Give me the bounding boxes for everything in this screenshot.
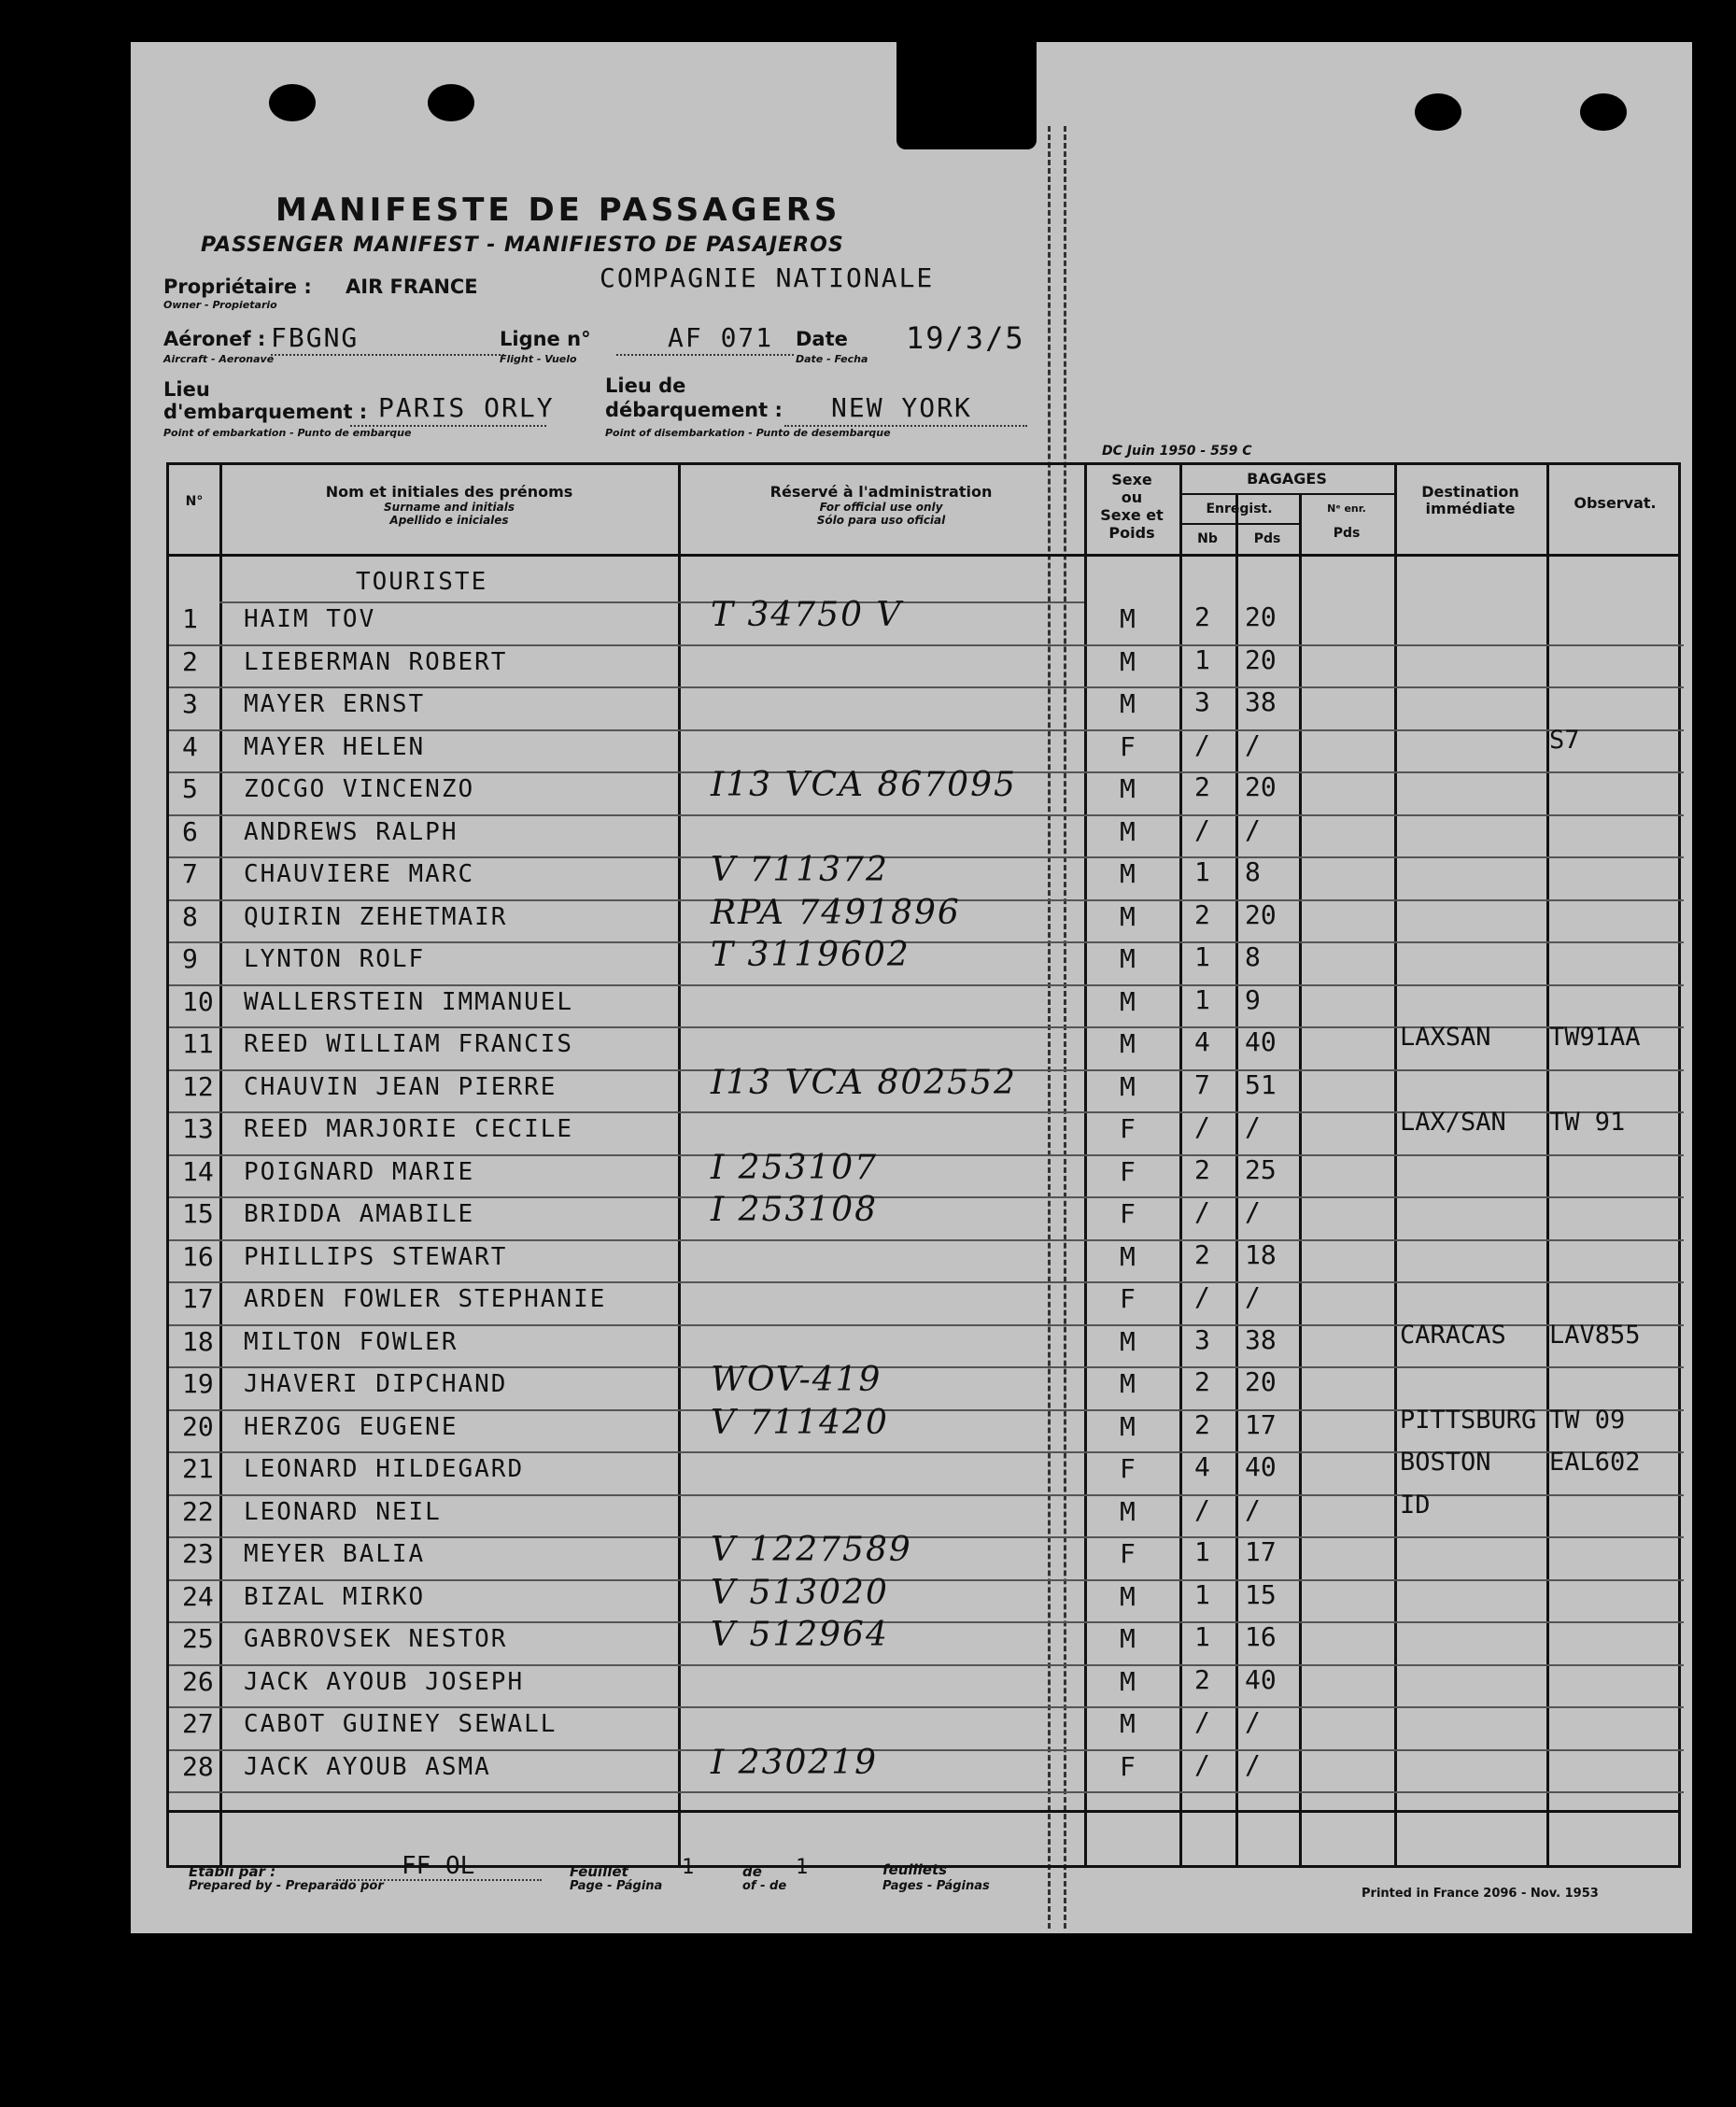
col-name — [225, 484, 673, 527]
bag-count: / — [1194, 813, 1210, 845]
destination: LAX/SAN — [1400, 1108, 1506, 1137]
row-number: 11 — [182, 1028, 214, 1059]
owner-typed: COMPAGNIE NATIONALE — [600, 262, 935, 293]
disembark-value: NEW YORK — [831, 392, 972, 423]
col-name-en: Surname and initials — [384, 501, 515, 514]
row-number: 7 — [182, 858, 198, 889]
bag-weight: 20 — [1245, 601, 1277, 632]
of-value: 1 — [796, 1856, 809, 1879]
sex-value: M — [1120, 688, 1136, 719]
bag-count: / — [1194, 1493, 1210, 1525]
admin-reference: RPA 7491896 — [711, 893, 961, 932]
disembark-label-2: débarquement : — [605, 399, 783, 421]
admin-reference: WOV-419 — [711, 1361, 882, 1399]
owner-value: AIR FRANCE — [346, 276, 478, 298]
sheet-value: 1 — [682, 1856, 695, 1879]
prepared-sub: Prepared by - Preparado por — [189, 1879, 384, 1893]
bag-count: 1 — [1194, 1578, 1210, 1610]
embark-value: PARIS ORLY — [378, 392, 555, 423]
admin-reference: V 711372 — [711, 851, 889, 889]
row-rule — [169, 814, 1684, 816]
admin-reference: V 711420 — [711, 1403, 889, 1442]
row-number: 23 — [182, 1538, 214, 1569]
col-dest — [1394, 484, 1546, 517]
bag-count: / — [1194, 1196, 1210, 1227]
passenger-name: LEONARD NEIL — [244, 1497, 442, 1526]
admin-reference: V 512964 — [711, 1616, 889, 1654]
bag-count: 2 — [1194, 1153, 1210, 1185]
punch-hole — [428, 84, 474, 121]
row-rule — [169, 644, 1684, 646]
col-no: N° — [185, 494, 204, 509]
passenger-table — [166, 462, 1681, 1868]
form-title: MANIFESTE DE PASSAGERS — [275, 191, 841, 229]
row-rule — [169, 1621, 1684, 1623]
sex-value: M — [1120, 943, 1136, 974]
row-number: 10 — [182, 985, 214, 1017]
row-number: 28 — [182, 1750, 214, 1782]
bag-weight: 9 — [1245, 983, 1261, 1015]
observation: TW 91 — [1549, 1108, 1626, 1137]
col-obs: Observat. — [1574, 494, 1657, 512]
bag-weight: / — [1245, 813, 1261, 845]
col-excess-2: Pds — [1333, 526, 1361, 541]
passenger-name: ANDREWS RALPH — [244, 817, 459, 846]
sex-value: M — [1120, 603, 1136, 634]
passenger-name: LEONARD HILDEGARD — [244, 1455, 525, 1483]
sex-value: M — [1120, 1410, 1136, 1442]
passenger-name: HERZOG EUGENE — [244, 1412, 459, 1441]
row-number: 6 — [182, 815, 198, 847]
row-rule — [169, 856, 1684, 858]
sex-value: M — [1120, 815, 1136, 847]
row-number: 22 — [182, 1495, 214, 1527]
binding-tab — [896, 33, 1037, 149]
admin-reference: T 3119602 — [711, 936, 910, 974]
bag-weight: 20 — [1245, 1366, 1277, 1397]
passenger-name: GABROVSEK NESTOR — [244, 1625, 508, 1653]
observation: S7 — [1549, 725, 1580, 755]
row-rule — [169, 686, 1684, 688]
bag-weight: 40 — [1245, 1451, 1277, 1482]
bag-weight: / — [1245, 728, 1261, 760]
date-value: 19/3/5 — [906, 320, 1025, 356]
col-sex — [1084, 471, 1179, 542]
passenger-name: MAYER ERNST — [244, 690, 426, 718]
col-name-fr: Nom et initiales des prénoms — [325, 483, 573, 501]
prepared-label: Etabli par : — [189, 1863, 276, 1880]
passenger-name: CHAUVIERE MARC — [244, 860, 475, 888]
bag-count: 2 — [1194, 601, 1210, 632]
punch-hole — [1415, 93, 1461, 131]
sex-value: M — [1120, 773, 1136, 804]
row-number: 24 — [182, 1580, 214, 1612]
sheets-label: feuillets — [882, 1861, 948, 1878]
sex-value: M — [1120, 1495, 1136, 1527]
sex-value: F — [1120, 1198, 1136, 1229]
row-rule — [169, 1706, 1684, 1708]
bag-count: 1 — [1194, 1621, 1210, 1652]
admin-reference: I 230219 — [711, 1743, 879, 1782]
row-rule — [169, 1154, 1684, 1156]
bag-weight: 20 — [1245, 898, 1277, 930]
admin-reference: I 253108 — [711, 1191, 879, 1229]
bag-weight: 16 — [1245, 1621, 1277, 1652]
sex-value: F — [1120, 1453, 1136, 1484]
form-subtitle: PASSENGER MANIFEST - MANIFIESTO DE PASAJEROS — [201, 233, 844, 257]
passenger-name: CABOT GUINEY SEWALL — [244, 1710, 557, 1738]
row-rule — [169, 1196, 1684, 1198]
sex-value: M — [1120, 1665, 1136, 1697]
row-number: 9 — [182, 943, 198, 974]
bag-weight: 40 — [1245, 1663, 1277, 1695]
row-number: 25 — [182, 1623, 214, 1654]
owner-label: Propriétaire : — [163, 276, 312, 298]
passenger-name: JACK AYOUB JOSEPH — [244, 1667, 525, 1696]
date-sub: Date - Fecha — [796, 353, 868, 365]
prepared-value: FF OL — [402, 1852, 475, 1880]
flight-label: Ligne n° — [500, 328, 591, 350]
col-admin-es: Sólo para uso oficial — [816, 514, 946, 527]
passenger-name: BRIDDA AMABILE — [244, 1200, 475, 1228]
bag-count: 2 — [1194, 1408, 1210, 1440]
passenger-name: BIZAL MIRKO — [244, 1582, 426, 1611]
admin-reference: I13 VCA 802552 — [711, 1063, 1017, 1102]
bag-weight: 18 — [1245, 1238, 1277, 1270]
passenger-name: HAIM TOV — [244, 605, 376, 633]
admin-reference: I 253107 — [711, 1148, 879, 1187]
col-admin-fr: Réservé à l'administration — [769, 483, 993, 501]
aircraft-sub: Aircraft - Aeronave — [163, 353, 275, 365]
aircraft-value: FBGNG — [271, 322, 360, 353]
bag-weight: / — [1245, 1281, 1261, 1312]
passenger-name: ZOCGO VINCENZO — [244, 775, 475, 803]
row-rule — [169, 1791, 1684, 1793]
admin-reference: I13 VCA 867095 — [711, 766, 1017, 804]
sex-value: M — [1120, 1368, 1136, 1399]
observation: LAV855 — [1549, 1320, 1641, 1350]
row-rule — [169, 1281, 1684, 1283]
sex-value: F — [1120, 1155, 1136, 1187]
row-number: 14 — [182, 1155, 214, 1187]
row-number: 17 — [182, 1283, 214, 1314]
sex-value: F — [1120, 1538, 1136, 1569]
row-number: 18 — [182, 1325, 214, 1357]
flight-value: AF 071 — [668, 322, 774, 353]
passenger-name: CHAUVIN JEAN PIERRE — [244, 1072, 557, 1101]
col-sex-3: Sexe et — [1100, 506, 1164, 524]
punch-hole — [269, 84, 316, 121]
manifest-sheet — [131, 42, 1692, 1933]
row-rule — [169, 984, 1684, 986]
bag-count: 2 — [1194, 1663, 1210, 1695]
bag-weight: 8 — [1245, 856, 1261, 887]
punch-hole — [1580, 93, 1627, 131]
passenger-name: REED MARJORIE CECILE — [244, 1115, 574, 1143]
row-number: 20 — [182, 1410, 214, 1442]
disembark-label-1: Lieu de — [605, 375, 686, 397]
bag-weight: 51 — [1245, 1068, 1277, 1100]
col-dest-1: Destination — [1421, 483, 1519, 501]
col-admin-en: For official use only — [819, 501, 943, 514]
bag-weight: 17 — [1245, 1536, 1277, 1567]
disembark-sub: Point of disembarkation - Punto de desembarque — [605, 427, 891, 439]
row-rule — [169, 1579, 1684, 1581]
sheets-sub: Pages - Páginas — [882, 1879, 990, 1893]
bag-count: 1 — [1194, 1536, 1210, 1567]
sex-value: M — [1120, 1623, 1136, 1654]
bag-weight: 20 — [1245, 643, 1277, 675]
bag-weight: 25 — [1245, 1153, 1277, 1185]
of-sub: of - de — [742, 1879, 787, 1893]
passenger-name: PHILLIPS STEWART — [244, 1242, 508, 1271]
bag-count: / — [1194, 1748, 1210, 1780]
row-number: 13 — [182, 1113, 214, 1144]
passenger-name: QUIRIN ZEHETMAIR — [244, 902, 508, 931]
bag-count: 1 — [1194, 643, 1210, 675]
observation: TW 09 — [1549, 1405, 1626, 1435]
passenger-name: WALLERSTEIN IMMANUEL — [244, 987, 574, 1016]
passenger-name: MILTON FOWLER — [244, 1327, 459, 1356]
admin-reference: V 1227589 — [711, 1531, 912, 1569]
col-dest-2: immédiate — [1425, 500, 1516, 517]
bag-count: / — [1194, 728, 1210, 760]
sheet-sub: Page - Página — [570, 1879, 663, 1893]
sex-value: M — [1120, 858, 1136, 889]
sex-value: M — [1120, 900, 1136, 932]
col-sex-1: Sexe — [1111, 471, 1152, 488]
admin-reference: T 34750 V — [711, 596, 903, 634]
col-excess — [1299, 501, 1394, 542]
bag-weight: / — [1245, 1196, 1261, 1227]
row-number: 4 — [182, 730, 198, 762]
col-nb: Nb — [1197, 531, 1218, 546]
destination: PITTSBURG — [1400, 1405, 1537, 1435]
bag-weight: 38 — [1245, 686, 1277, 717]
passenger-name: POIGNARD MARIE — [244, 1157, 475, 1186]
flight-sub: Flight - Vuelo — [500, 353, 577, 365]
bag-count: 2 — [1194, 898, 1210, 930]
row-number: 16 — [182, 1240, 214, 1272]
bag-count: 7 — [1194, 1068, 1210, 1100]
admin-reference: V 513020 — [711, 1573, 889, 1612]
bag-count: 2 — [1194, 1366, 1210, 1397]
row-number: 3 — [182, 688, 198, 719]
form-code: DC Juin 1950 - 559 C — [1102, 444, 1252, 459]
row-rule — [169, 729, 1684, 731]
of-label: de — [742, 1863, 762, 1880]
sex-value: F — [1120, 1283, 1136, 1314]
bag-weight: 40 — [1245, 1026, 1277, 1057]
bag-weight: / — [1245, 1493, 1261, 1525]
bag-count: / — [1194, 1706, 1210, 1737]
bag-count: 2 — [1194, 1238, 1210, 1270]
bag-count: / — [1194, 1281, 1210, 1312]
row-rule — [169, 1366, 1684, 1368]
passenger-name: REED WILLIAM FRANCIS — [244, 1030, 574, 1058]
destination: CARACAS — [1400, 1320, 1506, 1350]
sex-value: M — [1120, 1708, 1136, 1739]
date-label: Date — [796, 328, 848, 350]
sex-value: F — [1120, 1750, 1136, 1782]
row-number: 2 — [182, 645, 198, 677]
bag-count: 4 — [1194, 1026, 1210, 1057]
row-number: 27 — [182, 1708, 214, 1739]
bag-weight: 8 — [1245, 941, 1261, 972]
destination: BOSTON — [1400, 1448, 1491, 1477]
row-rule — [169, 941, 1684, 943]
passenger-name: MAYER HELEN — [244, 732, 426, 761]
embark-label-2: d'embarquement : — [163, 401, 368, 423]
observation: EAL602 — [1549, 1448, 1641, 1477]
row-number: 26 — [182, 1665, 214, 1697]
sex-value: F — [1120, 1113, 1136, 1144]
bag-count: 4 — [1194, 1451, 1210, 1482]
sex-value: M — [1120, 1070, 1136, 1102]
col-excess-1: Nᵉ enr. — [1327, 502, 1366, 515]
col-admin — [683, 484, 1080, 527]
bag-weight: 20 — [1245, 771, 1277, 802]
sex-value: M — [1120, 1325, 1136, 1357]
passenger-name: ARDEN FOWLER STEPHANIE — [244, 1285, 607, 1313]
row-number: 5 — [182, 773, 198, 804]
sex-value: M — [1120, 1240, 1136, 1272]
observation: TW91AA — [1549, 1023, 1641, 1052]
col-sex-2: ou — [1121, 488, 1143, 506]
passenger-name: LYNTON ROLF — [244, 945, 426, 973]
col-sex-4: Poids — [1108, 524, 1155, 542]
embark-label-1: Lieu — [163, 378, 210, 401]
col-name-es: Apellido e iniciales — [389, 514, 509, 527]
row-number: 15 — [182, 1198, 214, 1229]
row-number: 12 — [182, 1070, 214, 1102]
row-number: 8 — [182, 900, 198, 932]
bag-weight: 15 — [1245, 1578, 1277, 1610]
row-rule — [169, 1494, 1684, 1496]
bag-count: / — [1194, 1111, 1210, 1142]
col-enreg: Enregist. — [1206, 502, 1273, 516]
bag-count: 1 — [1194, 856, 1210, 887]
bag-weight: / — [1245, 1706, 1261, 1737]
destination: ID — [1400, 1490, 1431, 1520]
bag-count: 2 — [1194, 771, 1210, 802]
aircraft-label: Aéronef : — [163, 328, 266, 350]
sex-value: M — [1120, 1580, 1136, 1612]
passenger-name: JACK AYOUB ASMA — [244, 1752, 491, 1781]
row-rule — [169, 1536, 1684, 1538]
col-bagages: BAGAGES — [1247, 470, 1327, 488]
sheet-label: Feuillet — [570, 1863, 628, 1880]
row-number: 1 — [182, 603, 198, 634]
row-rule — [169, 1749, 1684, 1751]
row-rule — [169, 1239, 1684, 1241]
printed-note: Printed in France 2096 - Nov. 1953 — [1362, 1887, 1599, 1901]
sex-value: M — [1120, 645, 1136, 677]
section-label: TOURISTE — [356, 568, 488, 596]
col-pds: Pds — [1253, 531, 1281, 546]
sex-value: F — [1120, 730, 1136, 762]
owner-sub: Owner - Propietario — [163, 299, 277, 311]
row-rule — [169, 1664, 1684, 1666]
passenger-name: LIEBERMAN ROBERT — [244, 647, 508, 676]
sex-value: M — [1120, 985, 1136, 1017]
bag-weight: 38 — [1245, 1323, 1277, 1355]
row-number: 21 — [182, 1453, 214, 1484]
bag-weight: / — [1245, 1111, 1261, 1142]
row-number: 19 — [182, 1368, 214, 1399]
bag-weight: / — [1245, 1748, 1261, 1780]
passenger-name: MEYER BALIA — [244, 1540, 426, 1568]
passenger-name: JHAVERI DIPCHAND — [244, 1370, 508, 1398]
bag-count: 3 — [1194, 686, 1210, 717]
embark-sub: Point of embarkation - Punto de embarque — [163, 427, 412, 439]
sex-value: M — [1120, 1028, 1136, 1059]
destination: LAXSAN — [1400, 1023, 1491, 1052]
bag-count: 1 — [1194, 983, 1210, 1015]
bag-count: 3 — [1194, 1323, 1210, 1355]
bag-weight: 17 — [1245, 1408, 1277, 1440]
bag-count: 1 — [1194, 941, 1210, 972]
